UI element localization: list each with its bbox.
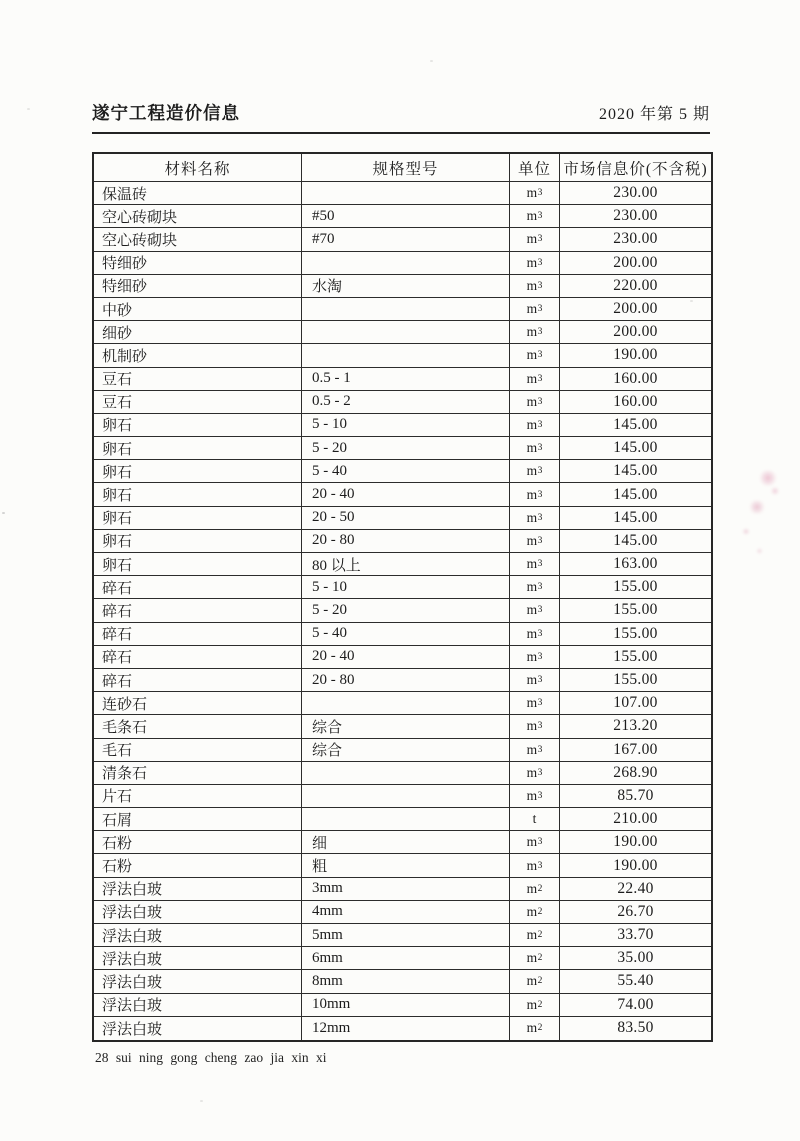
spec-cell: 12mm [302,1017,510,1040]
price-cell: 268.90 [560,762,711,785]
spec-cell [302,182,510,205]
name-cell: 浮法白玻 [94,1017,302,1040]
name-cell: 碎石 [94,576,302,599]
price-cell: 200.00 [560,321,711,344]
name-cell: 细砂 [94,321,302,344]
unit-cell: m 2 [510,947,560,970]
name-cell: 卵石 [94,483,302,506]
spec-cell: #50 [302,205,510,228]
spec-cell: 3mm [302,878,510,901]
price-cell: 155.00 [560,646,711,669]
scan-smudge [758,470,778,486]
price-cell: 230.00 [560,205,711,228]
scan-speck [200,1100,203,1102]
price-cell: 163.00 [560,553,711,576]
unit-cell: m 3 [510,785,560,808]
unit-cell: m 3 [510,182,560,205]
unit-cell: m 2 [510,878,560,901]
unit-cell: m 3 [510,344,560,367]
price-cell: 22.40 [560,878,711,901]
unit-cell: m 3 [510,228,560,251]
price-cell: 35.00 [560,947,711,970]
name-cell: 保温砖 [94,182,302,205]
price-table [92,152,713,1042]
price-cell: 155.00 [560,623,711,646]
price-cell: 26.70 [560,901,711,924]
name-cell: 机制砂 [94,344,302,367]
spec-cell: #70 [302,228,510,251]
price-cell: 190.00 [560,344,711,367]
unit-cell: m 3 [510,530,560,553]
price-cell: 155.00 [560,576,711,599]
spec-cell: 综合 [302,715,510,738]
spec-cell: 粗 [302,854,510,877]
spec-cell [302,808,510,831]
spec-cell: 8mm [302,970,510,993]
price-cell: 145.00 [560,437,711,460]
spec-cell [302,252,510,275]
unit-cell: m 3 [510,599,560,622]
unit-cell: m 3 [510,275,560,298]
column-header: 材料名称 [94,154,302,182]
name-cell: 卵石 [94,507,302,530]
column-header: 单位 [510,154,560,182]
name-cell: 空心砖砌块 [94,205,302,228]
unit-cell: m 3 [510,321,560,344]
price-cell: 155.00 [560,599,711,622]
column-header: 市场信息价(不含税) [560,154,711,182]
name-cell: 毛石 [94,739,302,762]
name-cell: 浮法白玻 [94,947,302,970]
price-cell: 160.00 [560,368,711,391]
unit-cell: m 2 [510,924,560,947]
name-cell: 毛条石 [94,715,302,738]
spec-cell [302,692,510,715]
name-cell: 石粉 [94,831,302,854]
scan-smudge [742,528,750,535]
price-cell: 33.70 [560,924,711,947]
name-cell: 豆石 [94,391,302,414]
price-cell: 55.40 [560,970,711,993]
price-cell: 160.00 [560,391,711,414]
unit-cell: m 3 [510,854,560,877]
name-cell: 浮法白玻 [94,878,302,901]
unit-cell: m 3 [510,414,560,437]
name-cell: 豆石 [94,368,302,391]
spec-cell: 0.5 - 2 [302,391,510,414]
spec-cell [302,344,510,367]
unit-cell: m 3 [510,623,560,646]
name-cell: 卵石 [94,414,302,437]
price-cell: 83.50 [617,1019,654,1037]
name-cell: 浮法白玻 [94,901,302,924]
scan-speck [27,108,30,110]
scan-speck [2,512,5,514]
scan-smudge [770,487,780,495]
price-cell: 190.00 [560,831,711,854]
unit-cell: m 3 [510,739,560,762]
name-cell: 碎石 [94,669,302,692]
price-cell: 107.00 [560,692,711,715]
price-cell: 145.00 [560,507,711,530]
page-footer: 28 sui ning gong cheng zao jia xin xi [95,1050,327,1065]
spec-cell: 5 - 20 [302,437,510,460]
spec-cell [302,298,510,321]
name-cell: 特细砂 [94,275,302,298]
spec-cell: 20 - 40 [302,483,510,506]
price-cell: 167.00 [560,739,711,762]
spec-cell: 水淘 [302,275,510,298]
name-cell: 特细砂 [94,252,302,275]
spec-cell: 20 - 40 [302,646,510,669]
name-cell: 碎石 [94,599,302,622]
unit-cell: m 3 [510,762,560,785]
name-cell: 中砂 [94,298,302,321]
unit-cell: m 2 [510,970,560,993]
name-cell: 碎石 [94,646,302,669]
price-cell: 145.00 [560,483,711,506]
spec-cell: 10mm [302,994,510,1017]
page-header [92,100,710,134]
price-cell: 230.00 [560,182,711,205]
unit-cell: m 3 [510,437,560,460]
price-cell: 200.00 [560,298,711,321]
spec-cell: 20 - 50 [302,507,510,530]
price-cell: 85.70 [560,785,711,808]
name-cell: 卵石 [94,437,302,460]
name-cell: 浮法白玻 [94,924,302,947]
spec-cell: 20 - 80 [302,530,510,553]
price-cell: 145.00 [560,414,711,437]
price-cell: 210.00 [560,808,711,831]
spec-cell: 0.5 - 1 [302,368,510,391]
spec-cell: 5mm [302,924,510,947]
column-header: 规格型号 [302,154,510,182]
name-cell: 空心砖砌块 [94,228,302,251]
spec-cell: 5 - 20 [302,599,510,622]
spec-cell: 5 - 10 [302,414,510,437]
unit-cell: m 3 [510,298,560,321]
unit-cell: m 3 [510,507,560,530]
name-cell: 卵石 [94,553,302,576]
spec-cell: 综合 [302,739,510,762]
unit-cell: m 3 [510,669,560,692]
spec-cell: 80 以上 [302,553,510,576]
price-cell: 190.00 [560,854,711,877]
unit-cell: m 3 [510,715,560,738]
spec-cell: 4mm [302,901,510,924]
price-cell: 220.00 [560,275,711,298]
unit-cell: m 2 [510,994,560,1017]
unit-cell: m 3 [510,205,560,228]
spec-cell [302,785,510,808]
name-cell: 浮法白玻 [94,994,302,1017]
spec-cell [302,321,510,344]
unit-cell: m 3 [510,692,560,715]
unit-cell: m 2 [510,901,560,924]
price-cell: 155.00 [560,669,711,692]
unit-cell: m 3 [510,646,560,669]
name-cell: 卵石 [94,460,302,483]
spec-cell: 6mm [302,947,510,970]
scan-smudge [756,548,763,554]
price-cell: 200.00 [560,252,711,275]
name-cell: 卵石 [94,530,302,553]
name-cell: 连砂石 [94,692,302,715]
spec-cell: 5 - 40 [302,623,510,646]
name-cell: 石屑 [94,808,302,831]
unit-cell: m 3 [510,483,560,506]
name-cell: 清条石 [94,762,302,785]
unit-cell: m 3 [510,391,560,414]
spec-cell [302,762,510,785]
unit-cell: m 3 [510,460,560,483]
unit-cell: m 2 [510,1017,560,1040]
unit-cell: t [510,808,560,831]
name-cell: 碎石 [94,623,302,646]
issue-label: 2020 年第 5 期 [598,106,710,123]
price-cell: 145.00 [560,460,711,483]
name-cell: 浮法白玻 [94,970,302,993]
unit-cell: m 3 [510,576,560,599]
name-cell: 片石 [94,785,302,808]
price-cell: 74.00 [560,994,711,1017]
spec-cell: 20 - 80 [302,669,510,692]
scan-smudge [748,500,766,514]
scan-speck [430,60,433,62]
unit-cell: m 3 [510,553,560,576]
spec-cell: 5 - 40 [302,460,510,483]
price-cell: 213.20 [560,715,711,738]
spec-cell: 5 - 10 [302,576,510,599]
unit-cell: m 3 [510,831,560,854]
price-cell: 145.00 [560,530,711,553]
spec-cell: 细 [302,831,510,854]
journal-title: 遂宁工程造价信息 [92,103,240,123]
unit-cell: m 3 [510,368,560,391]
price-cell: 230.00 [560,228,711,251]
unit-cell: m 3 [510,252,560,275]
name-cell: 石粉 [94,854,302,877]
